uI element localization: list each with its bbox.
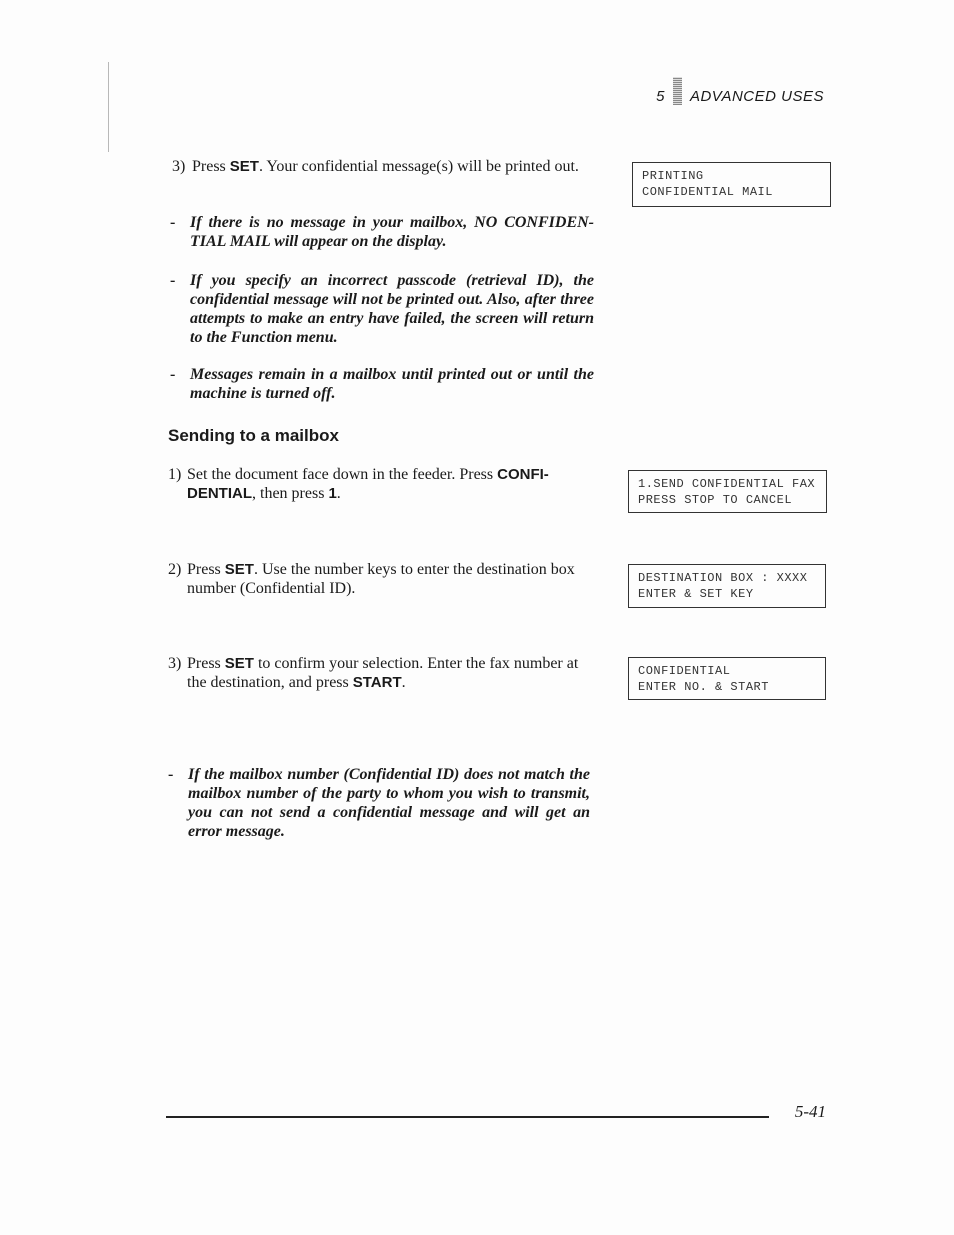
- lcd-display-send-confidential: [628, 470, 827, 513]
- step-text: .: [401, 674, 406, 691]
- chapter-tab-icon: [673, 77, 682, 105]
- key-name: CONFI- DENTIAL: [187, 466, 549, 502]
- lcd-line: CONFIDENTIAL: [638, 664, 731, 678]
- step-number: 2): [168, 561, 182, 578]
- note-text: If there is no message in your mailbox, NO CONFIDEN- TIAL MAIL will appear on the display.: [190, 214, 594, 250]
- scan-edge-mark: [108, 62, 109, 152]
- note-messages-remain: [170, 365, 594, 403]
- note-text: If you specify an incorrect passcode (retrieval ID), the confidential message will not be printed out. Also, after three attempts to make an entry have failed, the screen will return to the Function menu.: [190, 272, 594, 346]
- running-header: [656, 88, 824, 105]
- step-2: [168, 560, 592, 598]
- section-heading: Sending to a mailbox: [168, 426, 339, 445]
- lcd-line: CONFIDENTIAL MAIL: [642, 185, 773, 199]
- step-text: Press: [187, 561, 225, 578]
- lcd-line: ENTER & SET KEY: [638, 587, 754, 601]
- step-number: 3): [168, 655, 182, 672]
- lcd-line: DESTINATION BOX : XXXX: [638, 571, 808, 585]
- lcd-display-printing: [632, 162, 831, 207]
- step-1: [168, 465, 594, 503]
- key-name: SET: [229, 158, 259, 175]
- step-text: Press: [187, 655, 225, 672]
- key-name: SET: [224, 561, 254, 578]
- chapter-title: ADVANCED USES: [689, 88, 824, 105]
- step-text: Press: [192, 158, 230, 175]
- note-dash: -: [168, 766, 174, 783]
- note-dash: -: [170, 214, 176, 231]
- note-incorrect-passcode: [170, 271, 594, 347]
- key-name: 1: [328, 485, 337, 502]
- note-dash: -: [170, 272, 176, 289]
- step-text: Set the document face down in the feeder. Press: [187, 466, 498, 483]
- note-text: If the mailbox number (Confidential ID) does not match the mailbox number of the party to whom you wish to transmit, you can not send a confidential message and will get an error message.: [188, 766, 590, 840]
- note-dash: -: [170, 366, 176, 383]
- continued-step-3: [172, 157, 595, 176]
- key-name: START: [352, 674, 402, 691]
- note-no-message: [170, 213, 594, 251]
- lcd-line: PRINTING: [642, 169, 704, 183]
- step-number: 3): [172, 158, 186, 175]
- step-number: 1): [168, 466, 182, 483]
- lcd-line: 1.SEND CONFIDENTIAL FAX: [638, 477, 816, 491]
- lcd-line: ENTER NO. & START: [638, 680, 769, 694]
- note-mailbox-mismatch: [168, 765, 590, 841]
- step-text: , then press: [252, 485, 329, 502]
- footer-rule: [166, 1116, 769, 1118]
- step-text: to confirm your selection. Enter the fax number at the destination, and press: [187, 655, 579, 691]
- lcd-display-enter-number: [628, 657, 826, 700]
- step-text: . Use the number keys to enter the destination box number (Confidential ID).: [187, 561, 575, 597]
- lcd-line: PRESS STOP TO CANCEL: [638, 493, 793, 507]
- step-3: [168, 654, 592, 692]
- lcd-display-destination-box: [628, 564, 826, 608]
- chapter-number: 5: [656, 88, 665, 105]
- key-name: SET: [224, 655, 254, 672]
- page-number: 5-41: [794, 1102, 826, 1121]
- step-text: . Your confidential message(s) will be printed out.: [258, 158, 579, 175]
- step-text: .: [336, 485, 341, 502]
- note-text: Messages remain in a mailbox until printed out or until the machine is turned off.: [190, 366, 594, 402]
